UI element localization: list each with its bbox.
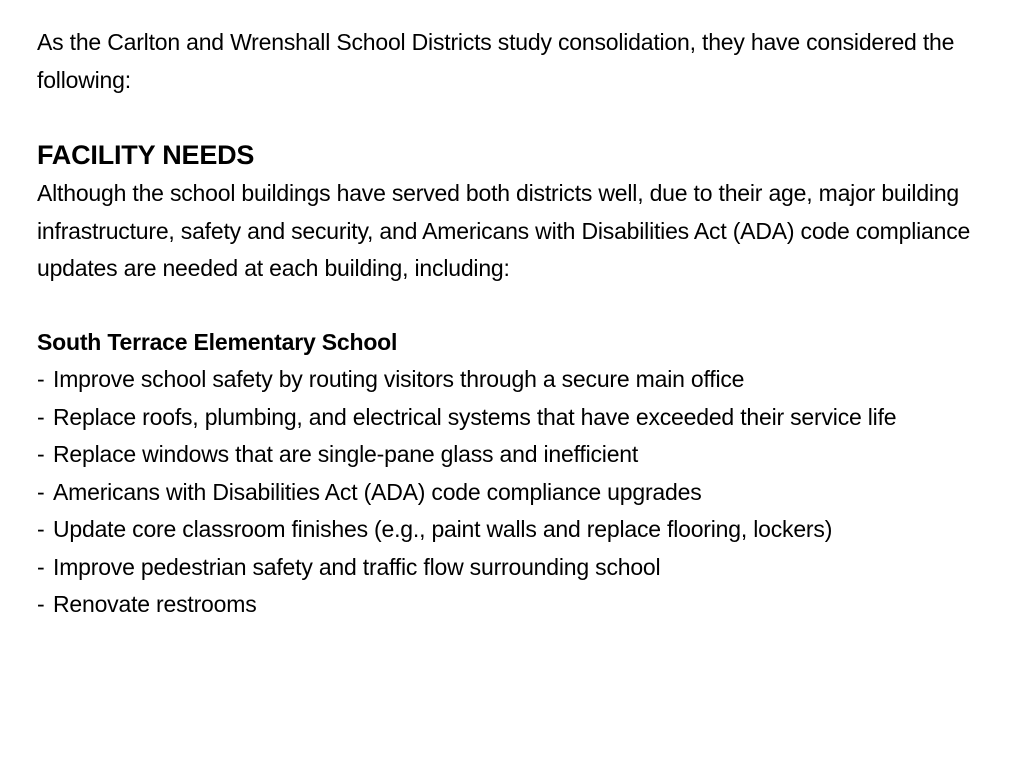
list-item bbox=[37, 549, 997, 587]
slide-content bbox=[37, 24, 997, 624]
list-item bbox=[37, 436, 997, 474]
spacer bbox=[37, 99, 997, 135]
bullet-marker: - bbox=[37, 478, 45, 505]
list-item-text: Americans with Disabilities Act (ADA) code compliance upgrades bbox=[53, 478, 702, 505]
list-item bbox=[37, 586, 997, 624]
list-item-text: Improve pedestrian safety and traffic flow surrounding school bbox=[53, 553, 661, 580]
bullet-marker: - bbox=[37, 516, 45, 542]
list-item-text: Update core classroom finishes (e.g., paint walls and replace flooring, lockers) bbox=[53, 516, 833, 542]
list-item-text: Improve school safety by routing visitors through a secure main office bbox=[53, 366, 745, 392]
bullet-marker: - bbox=[37, 591, 45, 617]
list-item-text: Replace windows that are single-pane glass and inefficient bbox=[53, 441, 639, 467]
facility-paragraph: Although the school buildings have served both districts well, due to their age, major building infrastructure, safety and security, and Americans with Disabilities Act (ADA) code compliance updates are needed at each building, including: bbox=[37, 180, 971, 281]
intro-text: As the Carlton and Wrenshall School Districts study consolidation, they have considered the following: bbox=[37, 29, 955, 93]
bullet-marker: - bbox=[37, 366, 45, 392]
list-item bbox=[37, 511, 997, 549]
section-heading: FACILITY NEEDS bbox=[37, 140, 255, 170]
bullet-marker: - bbox=[37, 403, 45, 430]
list-item bbox=[37, 361, 997, 399]
list-item-text: Renovate restrooms bbox=[53, 591, 257, 617]
list-item bbox=[37, 399, 997, 437]
list-item bbox=[37, 474, 997, 512]
bullet-marker: - bbox=[37, 553, 45, 580]
bullet-marker: - bbox=[37, 441, 45, 467]
list-item-text: Replace roofs, plumbing, and electrical systems that have exceeded their service life bbox=[53, 403, 897, 430]
spacer bbox=[37, 288, 997, 324]
needs-list bbox=[37, 361, 997, 624]
school-name: South Terrace Elementary School bbox=[37, 328, 398, 355]
